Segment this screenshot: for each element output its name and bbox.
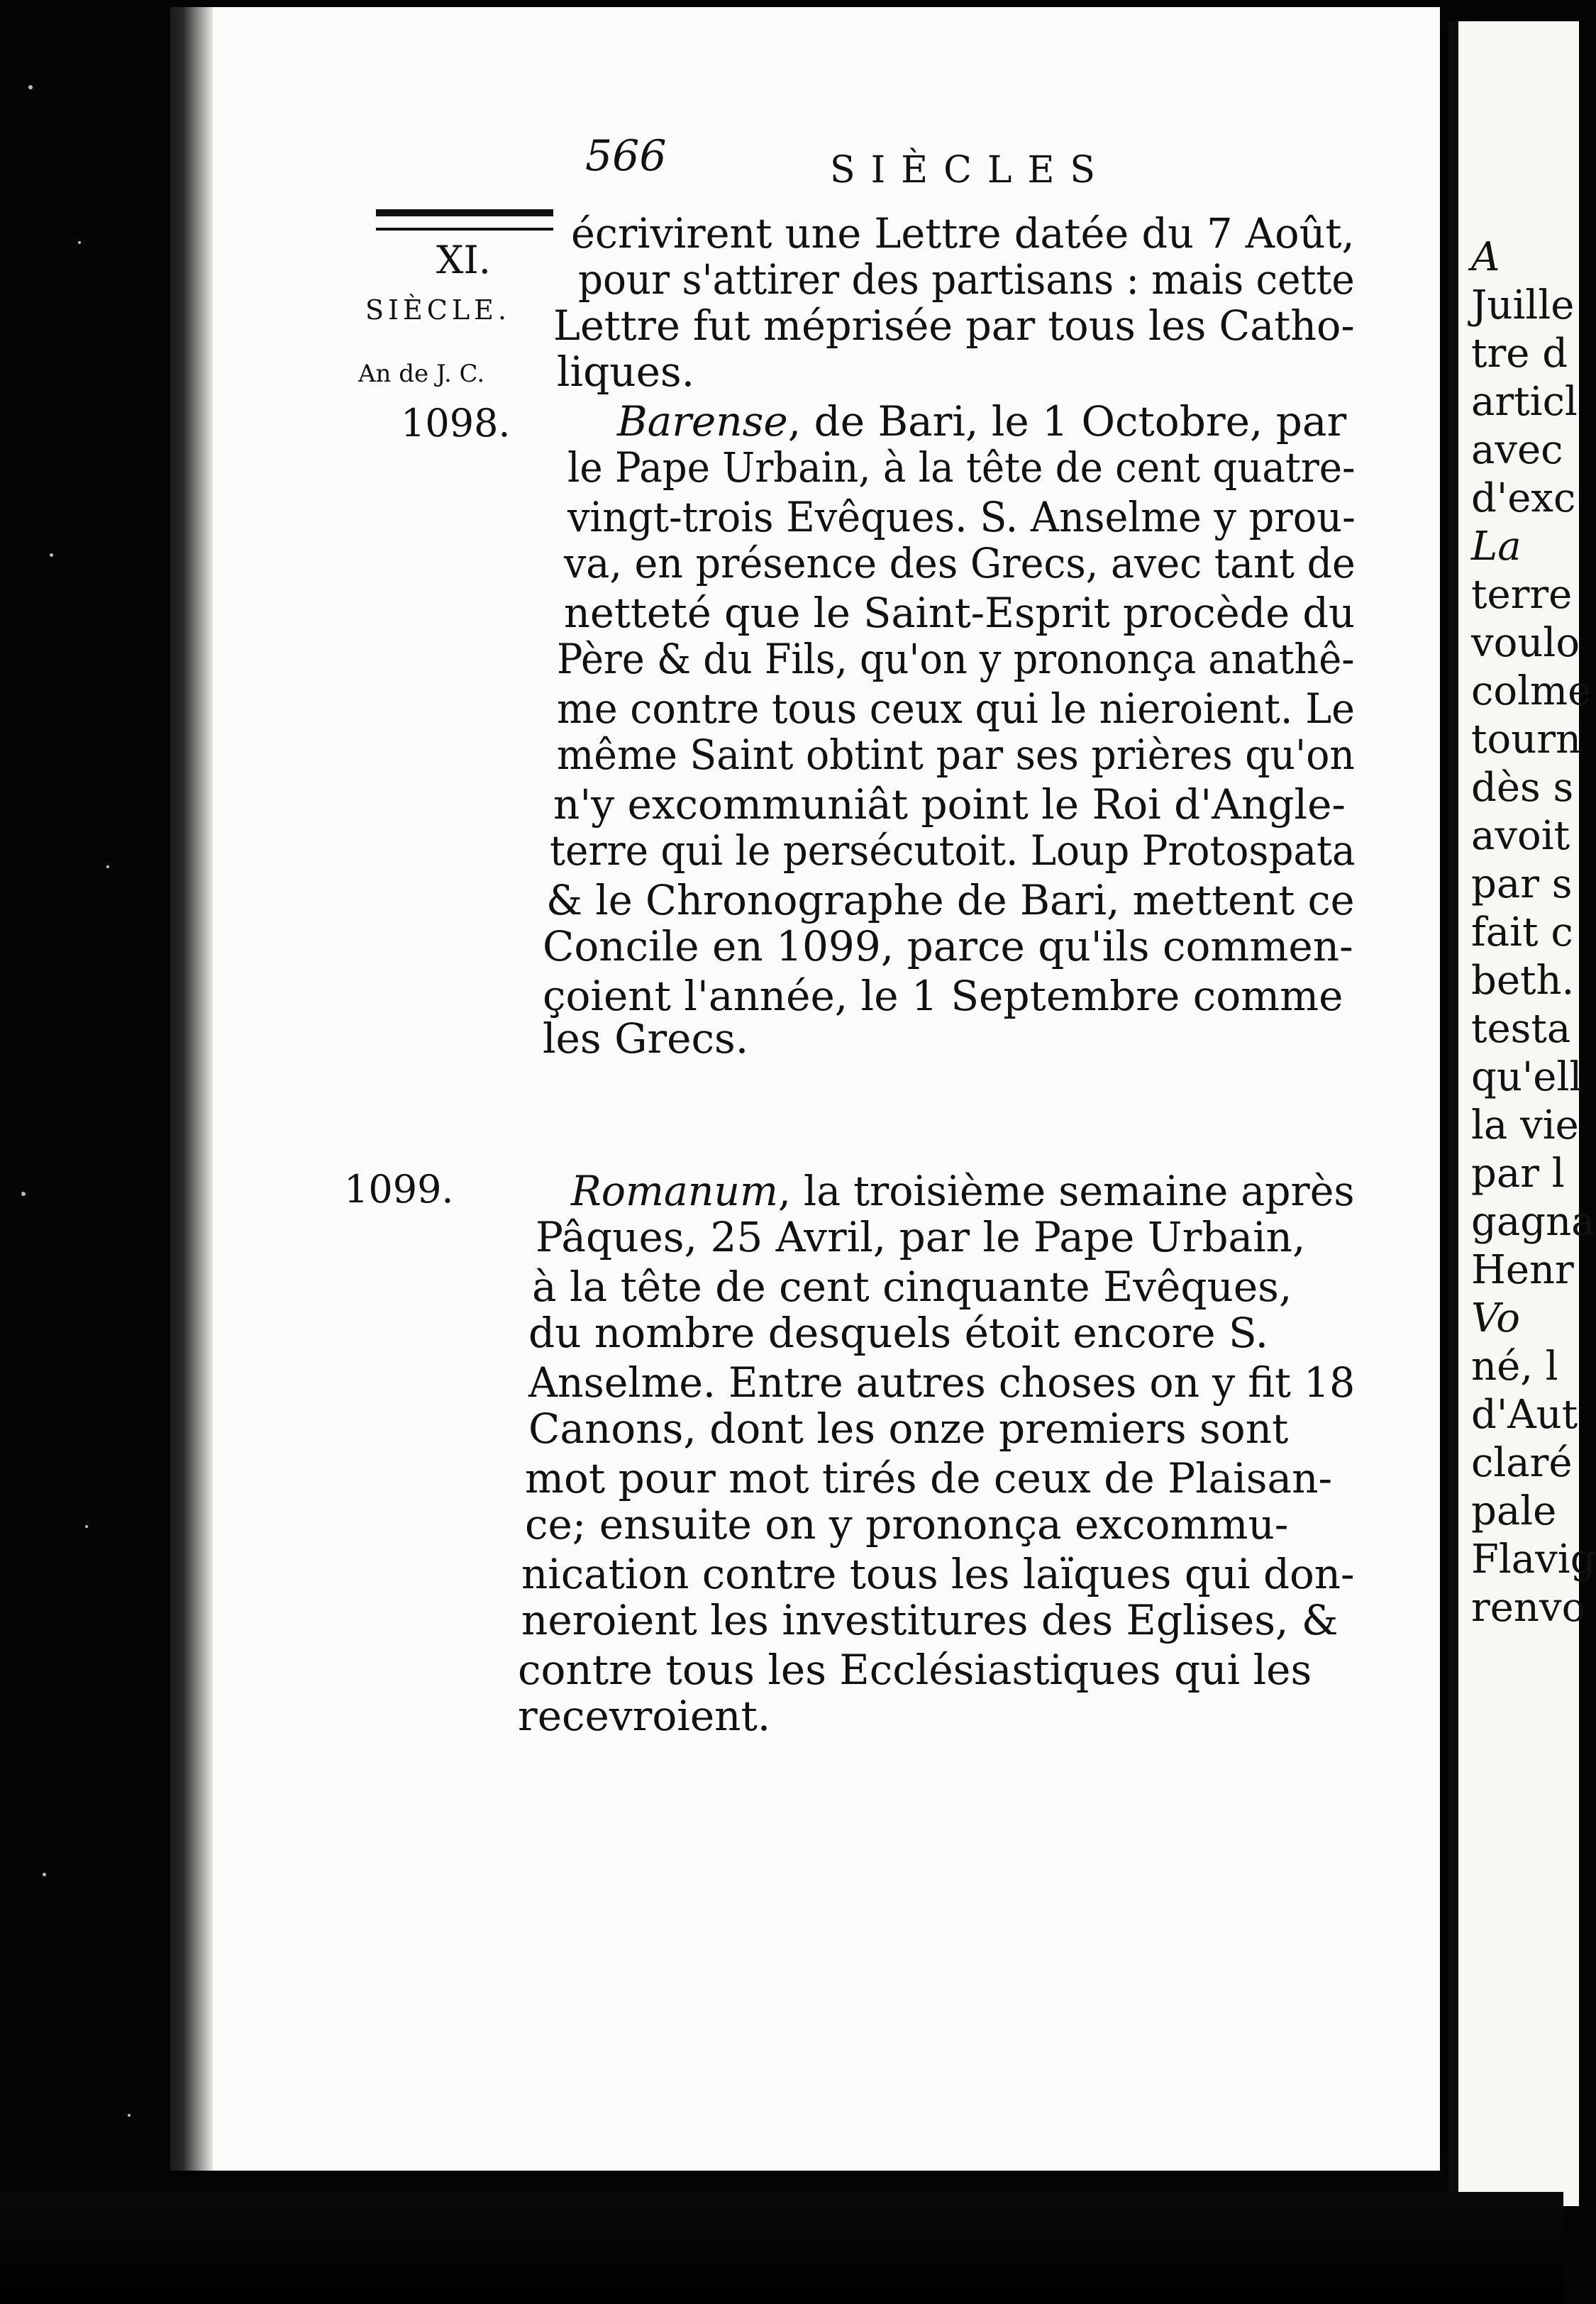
scan-speck bbox=[50, 553, 53, 557]
adjacent-page bbox=[1448, 21, 1596, 2206]
text-line bbox=[557, 731, 1355, 779]
text-line bbox=[543, 1014, 749, 1063]
line-text: même Saint obtint par ses prières qu'on bbox=[557, 731, 1355, 779]
text-line bbox=[571, 1167, 1355, 1215]
line-text: recevroient. bbox=[518, 1692, 771, 1740]
text-line bbox=[564, 539, 1356, 587]
text-line bbox=[557, 348, 695, 396]
adjacent-line: renvo bbox=[1471, 1585, 1586, 1631]
text-line bbox=[543, 972, 1343, 1020]
adjacent-line: terre bbox=[1471, 572, 1573, 618]
page-number: 566 bbox=[585, 131, 667, 181]
scan-speck bbox=[128, 2114, 131, 2117]
text-line bbox=[525, 1454, 1333, 1502]
line-text: les Grecs. bbox=[543, 1014, 749, 1063]
text-line bbox=[553, 780, 1346, 829]
line-text: Canons, dont les onze premiers sont bbox=[528, 1405, 1289, 1453]
text-line bbox=[617, 397, 1347, 445]
adjacent-line: Juille bbox=[1471, 282, 1575, 328]
scan-speck bbox=[28, 85, 33, 89]
adjacent-line: tre d bbox=[1471, 331, 1568, 377]
line-text: & le Chronographe de Bari, mettent ce bbox=[546, 876, 1355, 924]
line-text: Concile en 1099, parce qu'ils commen- bbox=[543, 922, 1353, 970]
adjacent-line: gagna bbox=[1471, 1199, 1595, 1245]
line-text: Anselme. Entre autres choses on y fit 18 bbox=[528, 1358, 1356, 1407]
line-text: çoient l'année, le 1 Septembre comme bbox=[543, 972, 1343, 1020]
adjacent-line: d'exc bbox=[1471, 475, 1576, 521]
text-line bbox=[553, 301, 1355, 350]
scan-speck bbox=[85, 1525, 88, 1528]
scan-speck bbox=[21, 1192, 26, 1196]
scan-bottom-edge bbox=[0, 2192, 1563, 2304]
adjacent-line: dès s bbox=[1471, 765, 1574, 811]
adjacent-line: avec bbox=[1471, 427, 1563, 473]
adjacent-line: d'Aut bbox=[1471, 1392, 1578, 1438]
header-rule bbox=[376, 209, 553, 231]
adjacent-line: La bbox=[1471, 524, 1522, 570]
scan-speck bbox=[106, 865, 109, 868]
book-page bbox=[170, 7, 1440, 2171]
adjacent-line: colme bbox=[1471, 668, 1592, 714]
line-text: le Pape Urbain, à la tête de cent quatre- bbox=[567, 443, 1356, 492]
adjacent-line: né, l bbox=[1471, 1344, 1558, 1390]
text-line bbox=[571, 209, 1355, 257]
adjacent-line: fait c bbox=[1471, 909, 1573, 956]
text-line bbox=[550, 826, 1356, 875]
text-line bbox=[564, 589, 1356, 637]
scan-speck bbox=[43, 1873, 46, 1876]
text-line bbox=[518, 1646, 1312, 1694]
line-text: va, en présence des Grecs, avec tant de bbox=[564, 539, 1356, 587]
line-text: me contre tous ceux qui le nieroient. Le bbox=[557, 685, 1355, 733]
council-name: Romanum bbox=[571, 1167, 778, 1215]
text-line bbox=[578, 255, 1355, 304]
line-text: vingt-trois Evêques. S. Anselme y prou- bbox=[567, 493, 1356, 541]
adjacent-line: tourn bbox=[1471, 716, 1582, 763]
adjacent-line: par s bbox=[1471, 861, 1573, 907]
adjacent-line: voulo bbox=[1471, 620, 1580, 666]
adjacent-line: beth. bbox=[1471, 958, 1575, 1004]
line-text: contre tous les Ecclésiastiques qui les bbox=[518, 1646, 1312, 1694]
text-line bbox=[567, 493, 1356, 541]
adjacent-line: Flavig bbox=[1471, 1536, 1596, 1583]
text-line bbox=[567, 443, 1356, 492]
line-text: Lettre fut méprisée par tous les Catho- bbox=[553, 301, 1355, 350]
text-line bbox=[521, 1550, 1355, 1598]
line-text: neroient les investitures des Eglises, & bbox=[521, 1596, 1339, 1644]
text-line bbox=[532, 1263, 1292, 1311]
line-text: liques. bbox=[557, 348, 695, 396]
year-label: An de J. C. bbox=[358, 360, 485, 388]
line-text: , la troisième semaine après bbox=[777, 1167, 1355, 1215]
line-text: du nombre desquels étoit encore S. bbox=[528, 1309, 1269, 1357]
adjacent-line: Vo bbox=[1471, 1295, 1521, 1341]
adjacent-line: claré bbox=[1471, 1440, 1573, 1486]
text-line bbox=[557, 685, 1355, 733]
year-1099: 1099. bbox=[344, 1167, 454, 1212]
text-line bbox=[528, 1309, 1269, 1357]
scan-speck bbox=[78, 241, 81, 244]
running-title: SIÈCLES bbox=[830, 149, 1112, 192]
text-line bbox=[518, 1692, 771, 1740]
line-text: nication contre tous les laïques qui don- bbox=[521, 1550, 1355, 1598]
siecle-label: SIÈCLE. bbox=[365, 294, 511, 326]
line-text: Pâques, 25 Avril, par le Pape Urbain, bbox=[536, 1213, 1306, 1261]
adjacent-line: avoit bbox=[1471, 813, 1570, 859]
text-line bbox=[521, 1596, 1339, 1644]
year-1098: 1098. bbox=[401, 401, 511, 445]
line-text: ce; ensuite on y prononça excommu- bbox=[525, 1500, 1289, 1549]
text-line bbox=[543, 922, 1353, 970]
line-text: n'y excommuniât point le Roi d'Angle- bbox=[553, 780, 1346, 829]
century-label: XI. bbox=[436, 238, 491, 282]
adjacent-line: articl bbox=[1471, 379, 1578, 425]
text-line bbox=[528, 1358, 1356, 1407]
line-text: netteté que le Saint-Esprit procède du bbox=[564, 589, 1356, 637]
adjacent-line: la vie bbox=[1471, 1102, 1579, 1148]
line-text: pour s'attirer des partisans : mais cette bbox=[578, 255, 1355, 304]
adjacent-line: Henr bbox=[1471, 1247, 1574, 1293]
adjacent-line: qu'ell bbox=[1471, 1054, 1583, 1100]
text-line bbox=[525, 1500, 1289, 1549]
adjacent-line: A bbox=[1471, 234, 1500, 280]
text-line bbox=[528, 1405, 1289, 1453]
page-content bbox=[170, 7, 1440, 2171]
line-text: , de Bari, le 1 Octobre, par bbox=[787, 397, 1347, 445]
line-text: Père & du Fils, qu'on y prononça anathê- bbox=[557, 635, 1355, 683]
line-text: terre qui le persécutoit. Loup Protospata bbox=[550, 826, 1356, 875]
line-text: écrivirent une Lettre datée du 7 Août, bbox=[571, 209, 1355, 257]
adjacent-line: pale bbox=[1471, 1488, 1557, 1534]
council-name: Barense bbox=[617, 397, 788, 445]
text-line bbox=[536, 1213, 1306, 1261]
adjacent-line: par l bbox=[1471, 1151, 1565, 1197]
text-line bbox=[557, 635, 1355, 683]
text-line bbox=[546, 876, 1355, 924]
line-text: mot pour mot tirés de ceux de Plaisan- bbox=[525, 1454, 1333, 1502]
line-text: à la tête de cent cinquante Evêques, bbox=[532, 1263, 1292, 1311]
adjacent-line: testa bbox=[1471, 1006, 1571, 1052]
